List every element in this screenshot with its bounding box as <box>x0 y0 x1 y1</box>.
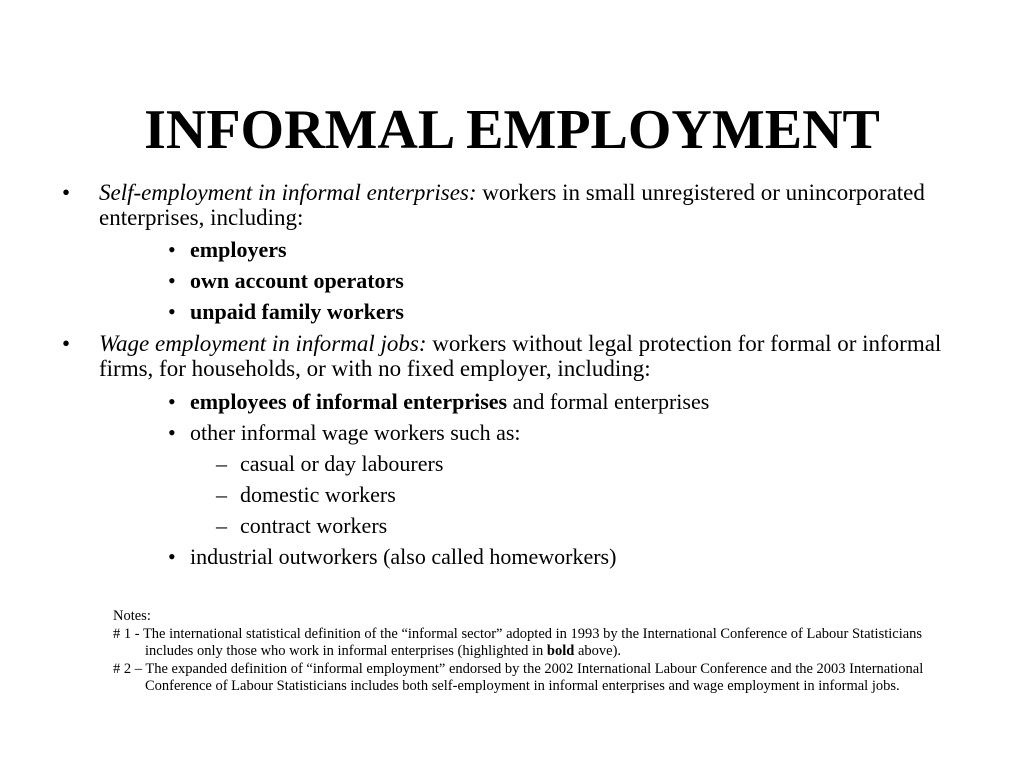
sub-item-label: contract workers <box>240 513 388 538</box>
note-1-bold-word: bold <box>546 643 575 659</box>
list-item-bold-label: employees of informal enterprises <box>190 389 508 414</box>
self-employment-term: Self-employment in informal enterprises: <box>99 180 477 205</box>
bullet-marker: • <box>62 331 71 356</box>
dash-marker: – <box>216 482 227 507</box>
bullet-self-employment <box>62 180 959 230</box>
list-item-industrial-outworkers <box>168 541 1024 572</box>
note-1-tail: above). <box>574 643 622 659</box>
notes-section <box>113 608 963 695</box>
sub-item-contract-workers <box>216 510 1024 541</box>
list-item-other-informal-wage-workers <box>168 417 1024 448</box>
bullet-marker: • <box>62 180 71 205</box>
sub-item-domestic-workers <box>216 479 1024 510</box>
list-item-unpaid-family-workers <box>168 296 1024 327</box>
sub-item-casual-labourers <box>216 448 1024 479</box>
page-title: INFORMAL EMPLOYMENT <box>144 99 880 161</box>
wage-employment-term: Wage employment in informal jobs: <box>99 331 427 356</box>
dash-marker: – <box>216 513 227 538</box>
self-employment-text: workers in small unregistered or unincorporated enterprises, including: <box>99 180 925 230</box>
note-1-text: # 1 - The international statistical definition of the “informal sector” adopted in 1993 by the International Conference of Labour Statisticians includes only those who work in informal enterprises (highlighted in <box>113 626 923 659</box>
bullet-marker: • <box>168 268 176 293</box>
sub-item-label: casual or day labourers <box>240 451 444 476</box>
list-item-label: other informal wage workers such as: <box>190 420 521 445</box>
dash-marker: – <box>216 451 227 476</box>
list-item-label: own account operators <box>190 268 404 293</box>
sub-item-label: domestic workers <box>240 482 396 507</box>
notes-heading: Notes: <box>113 608 151 624</box>
note-2: # 2 – The expanded definition of “informal employment” endorsed by the 2002 International Labour Conference and the 2003 International Conference of Labour Statisticians includes both self-employment in informal enterprises and wage employment in informal jobs. <box>113 661 924 694</box>
list-item-employees-informal-enterprises <box>168 386 1024 417</box>
bullet-wage-employment <box>62 331 959 381</box>
bullet-marker: • <box>168 237 176 262</box>
slide-body <box>0 180 1024 572</box>
bullet-marker: • <box>168 389 176 414</box>
list-item-label: industrial outworkers (also called homeworkers) <box>190 544 617 569</box>
list-item-label: and formal enterprises <box>507 389 710 414</box>
bullet-marker: • <box>168 420 176 445</box>
list-item-label: employers <box>190 237 287 262</box>
list-item-label: unpaid family workers <box>190 299 404 324</box>
list-item-own-account-operators <box>168 265 1024 296</box>
bullet-marker: • <box>168 544 176 569</box>
bullet-marker: • <box>168 299 176 324</box>
wage-employment-text: workers without legal protection for formal or informal firms, for households, or with no fixed employer, including: <box>99 331 942 381</box>
note-1 <box>113 626 963 660</box>
list-item-employers <box>168 234 1024 265</box>
